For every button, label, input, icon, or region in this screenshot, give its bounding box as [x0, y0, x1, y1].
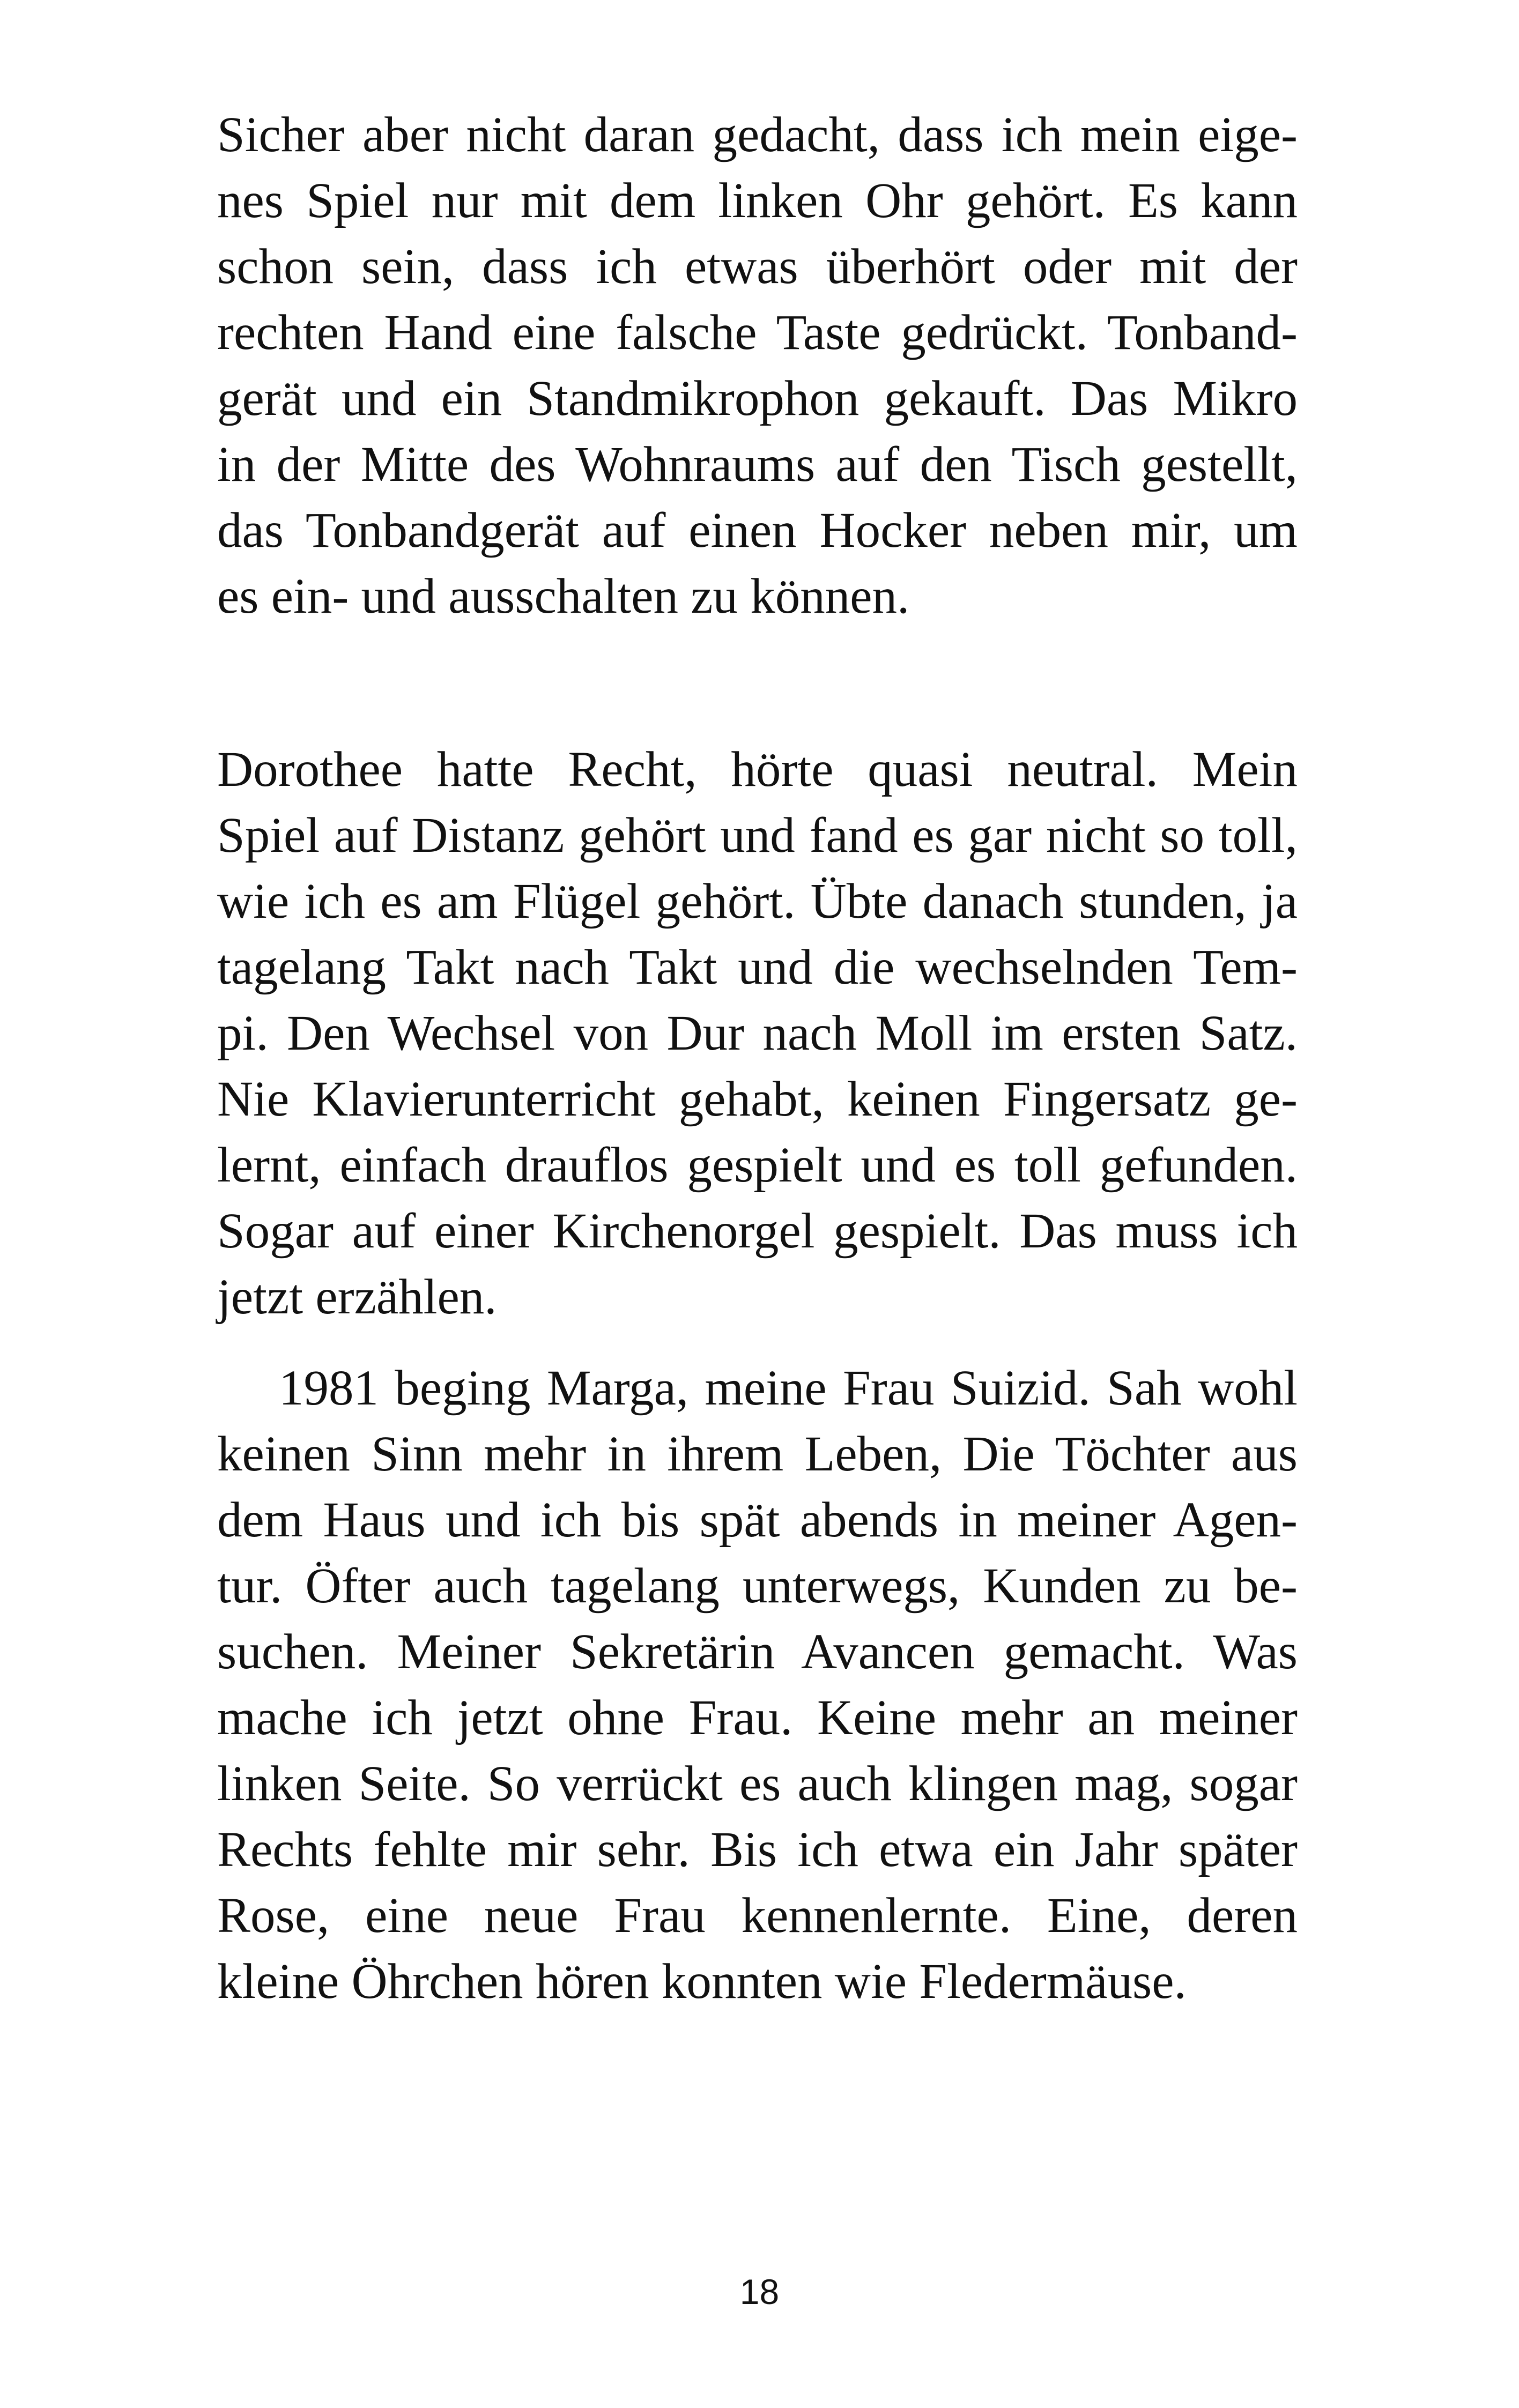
text-line: Rose, eine neue Frau kennenlernte. Eine, deren: [217, 1888, 1298, 1943]
text-line: es ein- und ausschalten zu können.: [217, 569, 910, 624]
text-line: lernt, einfach drauflos gespielt und es toll gefunden.: [217, 1138, 1298, 1193]
text-line: schon sein, dass ich etwas überhört oder mit der: [217, 239, 1298, 294]
text-line: rechten Hand eine falsche Taste gedrückt. Tonband-: [217, 305, 1298, 360]
text-line: tagelang Takt nach Takt und die wechselnden Tem-: [217, 940, 1298, 995]
text-line: Sogar auf einer Kirchenorgel gespielt. Das muss ich: [217, 1203, 1298, 1259]
text-line: Spiel auf Distanz gehört und fand es gar nicht so toll,: [217, 808, 1298, 863]
text-line: tur. Öfter auch tagelang unterwegs, Kunden zu be-: [217, 1558, 1298, 1614]
text-line: suchen. Meiner Sekretärin Avancen gemacht. Was: [217, 1624, 1298, 1679]
text-line: in der Mitte des Wohnraums auf den Tisch gestellt,: [217, 437, 1298, 492]
text-line: wie ich es am Flügel gehört. Übte danach stunden, ja: [217, 874, 1298, 929]
text-line: jetzt erzählen.: [217, 1269, 497, 1325]
text-line: nes Spiel nur mit dem linken Ohr gehört. Es kann: [217, 173, 1298, 228]
text-line: Dorothee hatte Recht, hörte quasi neutral. Mein: [217, 742, 1298, 797]
paragraph-1: [217, 102, 1298, 629]
text-line: Rechts fehlte mir sehr. Bis ich etwa ein Jahr später: [217, 1822, 1298, 1877]
text-line: dem Haus und ich bis spät abends in meiner Agen-: [217, 1492, 1298, 1548]
text-line: das Tonbandgerät auf einen Hocker neben mir, um: [217, 503, 1298, 558]
text-line: Nie Klavierunterricht gehabt, keinen Fingersatz ge-: [217, 1072, 1298, 1127]
text-line: kleine Öhrchen hören konnten wie Fledermäuse.: [217, 1954, 1187, 2009]
page-number: 18: [739, 2272, 780, 2312]
text-line: mache ich jetzt ohne Frau. Keine mehr an meiner: [217, 1690, 1298, 1745]
text-line: Sicher aber nicht daran gedacht, dass ich mein eige-: [217, 107, 1298, 162]
text-line: pi. Den Wechsel von Dur nach Moll im ersten Satz.: [217, 1006, 1298, 1061]
text-line: linken Seite. So verrückt es auch klingen mag, sogar: [217, 1756, 1298, 1811]
text-line: gerät und ein Standmikrophon gekauft. Das Mikro: [217, 371, 1298, 426]
paragraph-2: [217, 737, 1298, 1330]
text-line: keinen Sinn mehr in ihrem Leben, Die Töchter aus: [217, 1426, 1298, 1482]
text-line: 1981 beging Marga, meine Frau Suizid. Sah wohl: [279, 1361, 1298, 1416]
paragraph-3: [217, 1355, 1298, 2015]
